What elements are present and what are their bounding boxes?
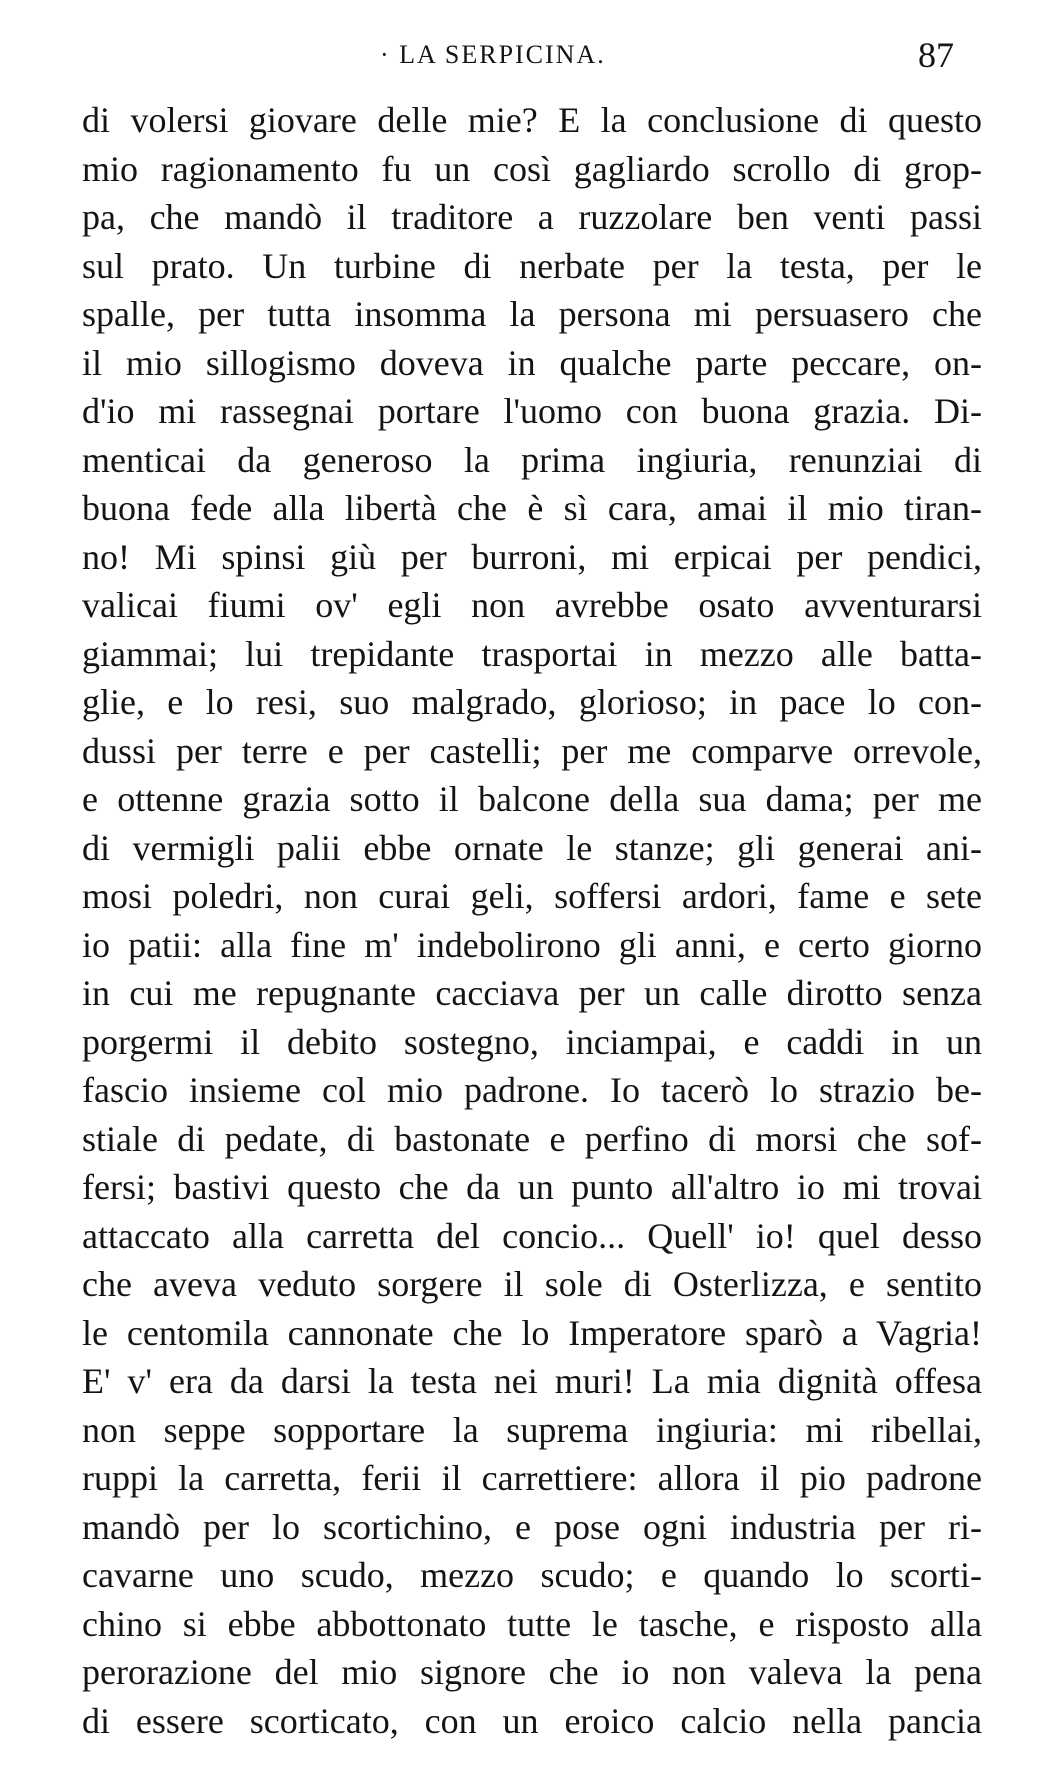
text-line: glie, e lo resi, suo malgrado, glorioso; in pace lo con- bbox=[82, 682, 982, 722]
text-line: porgermi il debito sostegno, inciampai, e caddi in un bbox=[82, 1021, 982, 1062]
text-line: di essere scorticato, con un eroico calcio nella pancia bbox=[82, 1700, 982, 1741]
text-line: le centomila cannonate che lo Imperatore sparò a Vagria! bbox=[82, 1312, 982, 1353]
text-line: buona fede alla libertà che è sì cara, amai il mio tiran- bbox=[82, 488, 982, 528]
text-line: fascio insieme col mio padrone. Io tacerò lo strazio be- bbox=[82, 1070, 982, 1110]
text-line: mio ragionamento fu un così gagliardo scrollo di grop- bbox=[82, 148, 982, 189]
text-line: il mio sillogismo doveva in qualche parte peccare, on- bbox=[82, 342, 982, 383]
text-line: d'io mi rassegnai portare l'uomo con buona grazia. Di- bbox=[82, 391, 982, 431]
text-line: giammai; lui trepidante trasportai in mezzo alle batta- bbox=[82, 633, 982, 674]
text-line: non seppe sopportare la suprema ingiuria: mi ribellai, bbox=[82, 1409, 982, 1450]
text-line: ruppi la carretta, ferii il carrettiere: allora il pio padrone bbox=[82, 1458, 982, 1498]
text-line: e ottenne grazia sotto il balcone della sua dama; per me bbox=[82, 779, 982, 819]
text-line: mosi poledri, non curai geli, soffersi ardori, fame e sete bbox=[82, 876, 982, 916]
body-text bbox=[82, 96, 982, 1745]
text-line: chino si ebbe abbottonato tutte le tasche, e risposto alla bbox=[82, 1603, 982, 1644]
text-line: di volersi giovare delle mie? E la conclusione di questo bbox=[82, 100, 982, 140]
page-number: 87 bbox=[918, 35, 954, 75]
text-line: spalle, per tutta insomma la persona mi persuasero che bbox=[82, 294, 982, 334]
text-line: no! Mi spinsi giù per burroni, mi erpicai per pendici, bbox=[82, 536, 982, 577]
text-line: cavarne uno scudo, mezzo scudo; e quando lo scorti- bbox=[82, 1555, 982, 1595]
text-line: E' v' era da darsi la testa nei muri! La mia dignità offesa bbox=[82, 1361, 982, 1401]
text-line: in cui me repugnante cacciava per un calle dirotto senza bbox=[82, 973, 982, 1013]
text-line: sul prato. Un turbine di nerbate per la testa, per le bbox=[82, 245, 982, 286]
text-line: attaccato alla carretta del concio... Quell' io! quel desso bbox=[82, 1215, 982, 1256]
text-line: pa, che mandò il traditore a ruzzolare ben venti passi bbox=[82, 197, 982, 237]
running-title: · LA SERPICINA. bbox=[380, 40, 606, 69]
text-line: mandò per lo scortichino, e pose ogni industria per ri- bbox=[82, 1506, 982, 1547]
text-line: perorazione del mio signore che io non valeva la pena bbox=[82, 1652, 982, 1692]
text-line: valicai fiumi ov' egli non avrebbe osato avventurarsi bbox=[82, 585, 982, 625]
text-line: fersi; bastivi questo che da un punto all'altro io mi trovai bbox=[82, 1167, 982, 1207]
text-line: menticai da generoso la prima ingiuria, renunziai di bbox=[82, 439, 982, 480]
text-line: io patii: alla fine m' indebolirono gli anni, e certo giorno bbox=[82, 924, 982, 965]
text-line: di vermigli palii ebbe ornate le stanze; gli generai ani- bbox=[82, 827, 982, 868]
text-line: stiale di pedate, di bastonate e perfino di morsi che sof- bbox=[82, 1118, 982, 1159]
text-line: dussi per terre e per castelli; per me comparve orrevole, bbox=[82, 730, 982, 771]
text-line: che aveva veduto sorgere il sole di Osterlizza, e sentito bbox=[82, 1264, 982, 1304]
